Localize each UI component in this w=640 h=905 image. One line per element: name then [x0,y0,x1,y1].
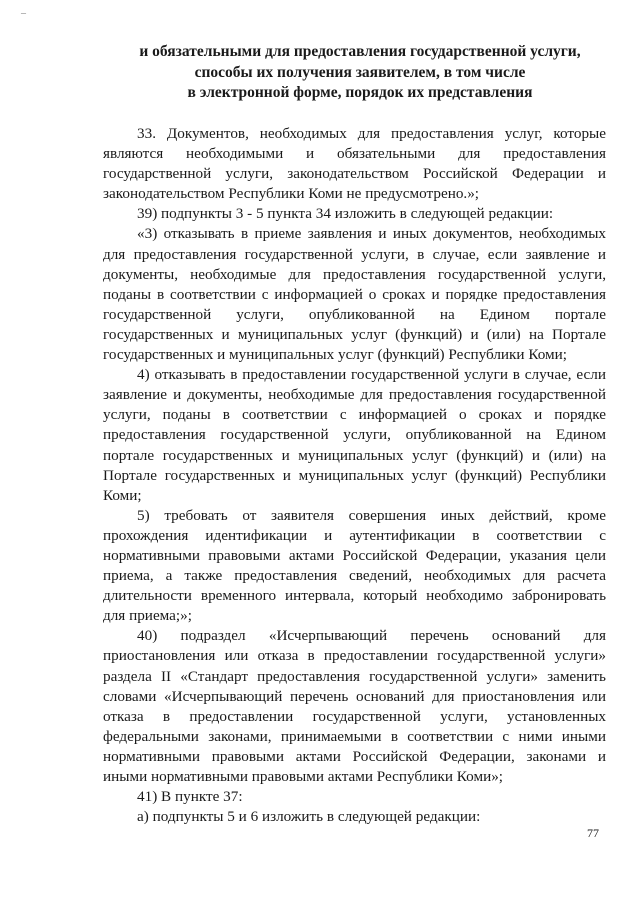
heading-line: и обязательными для предоставления государственной услуги, [139,43,581,60]
heading-line: способы их получения заявителем, в том числе [194,63,526,81]
paragraph-item-41: 41) В пункте 37: [137,788,243,806]
heading-line: в электронной форме, порядок их представления [187,84,533,101]
paragraph-subitem-a: а) подпункты 5 и 6 изложить в следующей редакции: [137,808,481,826]
paragraph-subitem-5: 5) требовать от заявителя совершения иных действий, кроме прохождения идентификации и аутентификации в соответствии с нормативными правовыми актами Российской Федерации, указания цели приема, а также предоставления сведений, необходимых для расчета длительности временного интервала, который необходимо забронировать для приема;»; [103,506,606,625]
scan-mark: – [21,8,26,19]
paragraph-item-40: 40) подраздел «Исчерпывающий перечень оснований для приостановления или отказа в предоставлении государственной услуги» раздела II «Стандарт предоставления государственной услуги» заменить словами «Исчерпывающий перечень оснований для приостановления или отказа в предоставлении государственной услуги, установленных федеральными законами, принимаемыми в соответствии с ними иными нормативными правовыми актами Российской Федерации, законами и иными нормативными правовыми актами Республики Коми»; [103,627,606,785]
paragraph-33: 33. Документов, необходимых для предоставления услуг, которые являются необходимыми и обязательными для предоставления государственной услуги, законодательством Российской Федерации и законодательством Республики Коми не предусмотрено.»; [103,125,606,203]
section-heading [100,42,620,104]
paragraph-subitem-4: 4) отказывать в предоставлении государственной услуги в случае, если заявление и документы, необходимые для предоставления государственной услуги, поданы в соответствии с информацией о сроках и порядке предоставления государственной услуги, опубликованной на Едином портале государственных и муниципальных услуг (функций) и (или) на Портале государственных и муниципальных услуг (функций) Республики Коми; [103,366,606,504]
document-body [103,124,606,827]
page-number: 77 [587,826,599,840]
paragraph-subitem-3: «3) отказывать в приеме заявления и иных документов, необходимых для предоставления государственной услуги, в случае, если заявление и документы, необходимые для предоставления государственной услуги, поданы в соответствии с информацией о сроках и порядке предоставления государственной услуги, опубликованной на Едином портале государственных и муниципальных услуг (функций) и (или) на Портале государственных и муниципальных услуг (функций) Республики Коми; [103,225,606,364]
paragraph-item-39: 39) подпункты 3 - 5 пункта 34 изложить в следующей редакции: [137,205,554,223]
